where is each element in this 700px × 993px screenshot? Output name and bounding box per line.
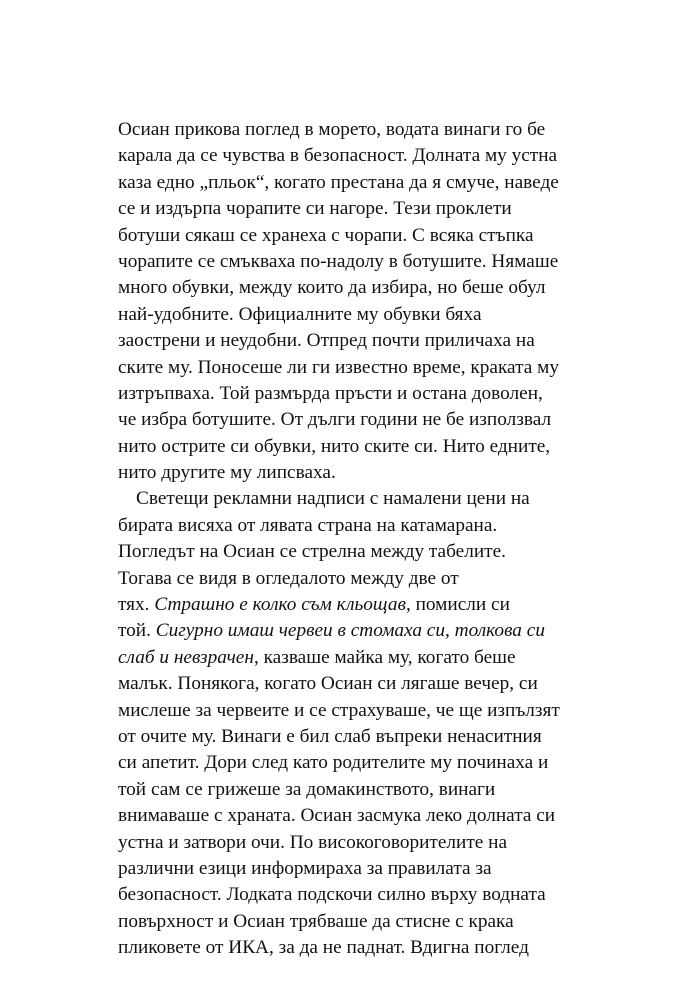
text-line bbox=[118, 196, 588, 222]
text-line bbox=[118, 935, 588, 961]
italic-text-segment: слаб и невзрачен bbox=[118, 646, 254, 668]
text-line bbox=[118, 249, 588, 275]
text-segment: устна и затвори очи. По високоговорителите на bbox=[118, 831, 508, 853]
text-segment: различни езици информираха за правилата за bbox=[118, 857, 492, 879]
text-line bbox=[118, 592, 588, 618]
text-segment: се и издърпа чорапите си нагоре. Тези проклети bbox=[118, 198, 512, 220]
italic-text-segment: Страшно е колко съм кльощав bbox=[154, 594, 406, 616]
text-line bbox=[118, 777, 588, 803]
text-segment: повърхност и Осиан трябваше да стисне с крака bbox=[118, 910, 514, 932]
text-segment: от очите му. Винаги е бил слаб въпреки ненаситния bbox=[118, 725, 542, 747]
text-line bbox=[118, 539, 588, 565]
text-segment: той. bbox=[118, 620, 156, 642]
text-line bbox=[118, 275, 588, 301]
text-line bbox=[118, 434, 588, 460]
text-segment: Погледът на Осиан се стрелна между табелите. bbox=[118, 541, 506, 563]
text-line bbox=[118, 750, 588, 776]
text-segment: бирата висяха от лявата страна на катамарана. bbox=[118, 514, 498, 536]
text-line bbox=[118, 882, 588, 908]
text-segment: Светещи рекламни надписи с намалени цени на bbox=[136, 488, 530, 510]
italic-text-segment: Сигурно имаш червеи в стомаха си, толкова си bbox=[155, 620, 545, 642]
text-segment: много обувки, между които да избира, но беше обул bbox=[118, 277, 546, 299]
text-segment: изтръпваха. Той размърда пръсти и остана доволен, bbox=[118, 382, 543, 404]
text-line bbox=[118, 645, 588, 671]
text-line bbox=[118, 698, 588, 724]
text-line bbox=[118, 381, 588, 407]
text-segment: ските му. Поносеше ли ги известно време, краката му bbox=[118, 356, 560, 378]
text-line bbox=[118, 566, 588, 592]
text-line bbox=[118, 486, 588, 512]
text-line bbox=[118, 460, 588, 486]
text-segment: си апетит. Дори след като родителите му починаха и bbox=[118, 752, 549, 774]
text-line bbox=[118, 513, 588, 539]
text-line bbox=[118, 355, 588, 381]
text-segment: Осиан прикова поглед в морето, водата винаги го бе bbox=[118, 119, 546, 140]
text-segment: най-удобните. Официалните му обувки бяха bbox=[118, 303, 482, 325]
text-line bbox=[118, 117, 588, 143]
text-segment: мислеше за червеите и се страхуваше, че ще изпълзят bbox=[118, 699, 560, 721]
text-line bbox=[118, 830, 588, 856]
text-segment: той сам се грижеше за домакинството, винаги bbox=[118, 778, 496, 800]
text-segment: ботуши сякаш се хранеха с чорапи. С всяка стъпка bbox=[118, 224, 534, 246]
text-segment: тях. bbox=[118, 594, 155, 616]
text-segment: , казваше майка му, когато беше bbox=[253, 646, 516, 668]
text-line bbox=[118, 724, 588, 750]
text-line bbox=[118, 328, 588, 354]
text-segment: внимаваше с храната. Осиан засмука леко долната си bbox=[118, 805, 556, 827]
text-line bbox=[118, 671, 588, 697]
text-line bbox=[118, 223, 588, 249]
text-line bbox=[118, 856, 588, 882]
text-segment: нито острите си обувки, нито ските си. Нито едните, bbox=[118, 435, 551, 457]
text-segment: каза едно „пльок“, когато престана да я смуче, наведе bbox=[118, 171, 559, 193]
text-segment: , помисли си bbox=[405, 594, 510, 616]
text-line bbox=[118, 302, 588, 328]
text-line bbox=[118, 803, 588, 829]
text-segment: карала да се чувства в безопасност. Долната му устна bbox=[118, 145, 558, 167]
text-line bbox=[118, 407, 588, 433]
text-segment: малък. Понякога, когато Осиан си лягаше вечер, си bbox=[118, 673, 538, 695]
text-line bbox=[118, 909, 588, 935]
text-segment: чорапите се смъкваха по-надолу в ботушите. Нямаше bbox=[118, 250, 559, 272]
text-segment: безопасност. Лодката подскочи силно върху водната bbox=[118, 884, 546, 906]
text-segment: заострени и неудобни. Отпред почти приличаха на bbox=[118, 330, 535, 352]
text-segment: Тогава се видя в огледалото между две от bbox=[118, 567, 459, 589]
text-line bbox=[118, 618, 588, 644]
text-segment: че избра ботушите. От дълги години не бе използвал bbox=[118, 409, 552, 431]
body-text bbox=[118, 117, 588, 962]
text-segment: пликовете от ИКА, за да не паднат. Вдигна поглед bbox=[118, 937, 529, 959]
text-line bbox=[118, 170, 588, 196]
text-segment: нито другите му липсваха. bbox=[118, 462, 336, 484]
text-line bbox=[118, 143, 588, 169]
